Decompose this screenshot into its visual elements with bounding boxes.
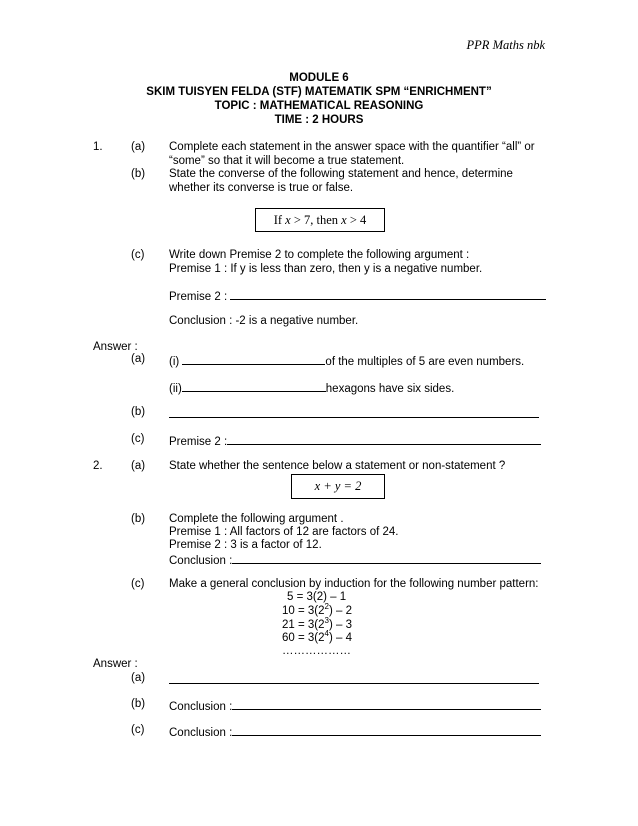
time-title: TIME : 2 HOURS bbox=[274, 114, 364, 126]
ans2-b bbox=[169, 698, 541, 714]
box-mid: > 7, then bbox=[290, 213, 342, 227]
q2-b-conclusion-label: Conclusion : bbox=[169, 555, 233, 567]
q2-a-text: State whether the sentence below a statement or non-statement ? bbox=[169, 460, 506, 472]
ans1-a-i-tail: of the multiples of 5 are even numbers. bbox=[325, 356, 525, 368]
ans1-c-label: (c) bbox=[131, 433, 145, 445]
pattern-line-4 bbox=[282, 629, 352, 645]
q1-b-label: (b) bbox=[131, 168, 146, 180]
q2-b-premise1: Premise 1 : All factors of 12 are factors of 24. bbox=[169, 526, 399, 538]
q1-b-text-line2: whether its converse is true or false. bbox=[169, 182, 354, 194]
p4-pre: 60 = 3(2 bbox=[282, 632, 325, 644]
q1-c-label: (c) bbox=[131, 249, 145, 261]
answer-1-label: Answer : bbox=[93, 341, 138, 353]
box-if: If bbox=[273, 213, 286, 227]
ans1-a-ii-tail: hexagons have six sides. bbox=[325, 383, 455, 395]
box-x1: x bbox=[285, 213, 291, 227]
p2-sup: 2 bbox=[324, 602, 329, 611]
ans2-b-answer-line[interactable] bbox=[232, 698, 541, 710]
q1-a-text-line2: “some” so that it will become a true statement. bbox=[169, 155, 405, 167]
ans1-a-ii-label: (ii) bbox=[169, 383, 182, 395]
pattern-line-1: 5 = 3(2) – 1 bbox=[287, 591, 347, 603]
q2-b-premise2: Premise 2 : 3 is a factor of 12. bbox=[169, 539, 322, 551]
pattern-dots: ……………… bbox=[282, 645, 351, 657]
q2-c-label: (c) bbox=[131, 578, 145, 590]
answer-2-label: Answer : bbox=[93, 658, 138, 670]
q2-a-label: (a) bbox=[131, 460, 146, 472]
q1-c-text-line1: Write down Premise 2 to complete the following argument : bbox=[169, 249, 470, 261]
q2-expression-box: x + y = 2 bbox=[291, 474, 385, 499]
p2-pre: 10 = 3(2 bbox=[282, 605, 325, 617]
premise2-label: Premise 2 : bbox=[169, 291, 231, 303]
ans1-a-i-label: (i) bbox=[169, 356, 183, 368]
q1-a-label: (a) bbox=[131, 141, 146, 153]
pattern-line-3 bbox=[282, 616, 352, 632]
ans1-c-answer-line[interactable] bbox=[227, 433, 541, 445]
ans1-a-i bbox=[169, 353, 524, 369]
q1-c-text-line2: Premise 1 : If y is less than zero, then y is a negative number. bbox=[169, 263, 483, 275]
q2-c-text: Make a general conclusion by induction for the following number pattern: bbox=[169, 578, 539, 590]
p4-sup: 4 bbox=[324, 629, 329, 638]
ans1-a-label: (a) bbox=[131, 353, 146, 365]
q1-c-conclusion: Conclusion : -2 is a negative number. bbox=[169, 315, 359, 327]
box-x2: x bbox=[341, 213, 347, 227]
page-header: PPR Maths nbk bbox=[466, 38, 545, 52]
question-1-number: 1. bbox=[93, 141, 103, 153]
q2-b-text-line1: Complete the following argument . bbox=[169, 513, 344, 525]
topic-title: TOPIC : MATHEMATICAL REASONING bbox=[214, 100, 424, 112]
q1-c-premise2 bbox=[169, 288, 546, 304]
q2-b-conclusion bbox=[169, 552, 541, 568]
p3-sup: 3 bbox=[324, 616, 329, 625]
box-end: > 4 bbox=[346, 213, 367, 227]
ans1-c bbox=[169, 433, 541, 449]
q2-b-label: (b) bbox=[131, 513, 146, 525]
ans2-c-label: (c) bbox=[131, 724, 145, 736]
ans1-b-answer-line[interactable] bbox=[169, 406, 539, 418]
ans2-c-text: Conclusion : bbox=[169, 727, 233, 739]
ans2-a-label: (a) bbox=[131, 672, 146, 684]
ans2-a-answer-line[interactable] bbox=[169, 672, 539, 684]
ans1-c-text: Premise 2 : bbox=[169, 436, 228, 448]
q1-a-text-line1: Complete each statement in the answer space with the quantifier “all” or bbox=[169, 141, 535, 153]
ans2-c bbox=[169, 724, 541, 740]
ans1-a-ii bbox=[169, 380, 454, 396]
pattern-line-2 bbox=[282, 602, 352, 618]
ans2-b-label: (b) bbox=[131, 698, 146, 710]
p3-post: ) – 3 bbox=[328, 619, 352, 631]
ans1-a-ii-blank[interactable] bbox=[182, 380, 326, 392]
ans1-b-blank-wrap bbox=[169, 406, 539, 422]
premise2-answer-line[interactable] bbox=[230, 288, 546, 300]
ans2-b-text: Conclusion : bbox=[169, 701, 233, 713]
scheme-title: SKIM TUISYEN FELDA (STF) MATEMATIK SPM “ENRICHMENT” bbox=[146, 86, 492, 98]
ans2-c-answer-line[interactable] bbox=[232, 724, 541, 736]
ans1-a-i-blank[interactable] bbox=[182, 353, 325, 365]
ans2-a-wrap bbox=[169, 672, 539, 688]
p3-pre: 21 = 3(2 bbox=[282, 619, 325, 631]
q1-statement-box bbox=[255, 208, 385, 232]
module-title: MODULE 6 bbox=[289, 72, 349, 84]
p4-post: ) – 4 bbox=[328, 632, 352, 644]
q1-b-text-line1: State the converse of the following statement and hence, determine bbox=[169, 168, 513, 180]
p2-post: ) – 2 bbox=[328, 605, 352, 617]
q2-b-conclusion-line[interactable] bbox=[232, 552, 541, 564]
ans1-b-label: (b) bbox=[131, 406, 146, 418]
question-2-number: 2. bbox=[93, 460, 103, 472]
